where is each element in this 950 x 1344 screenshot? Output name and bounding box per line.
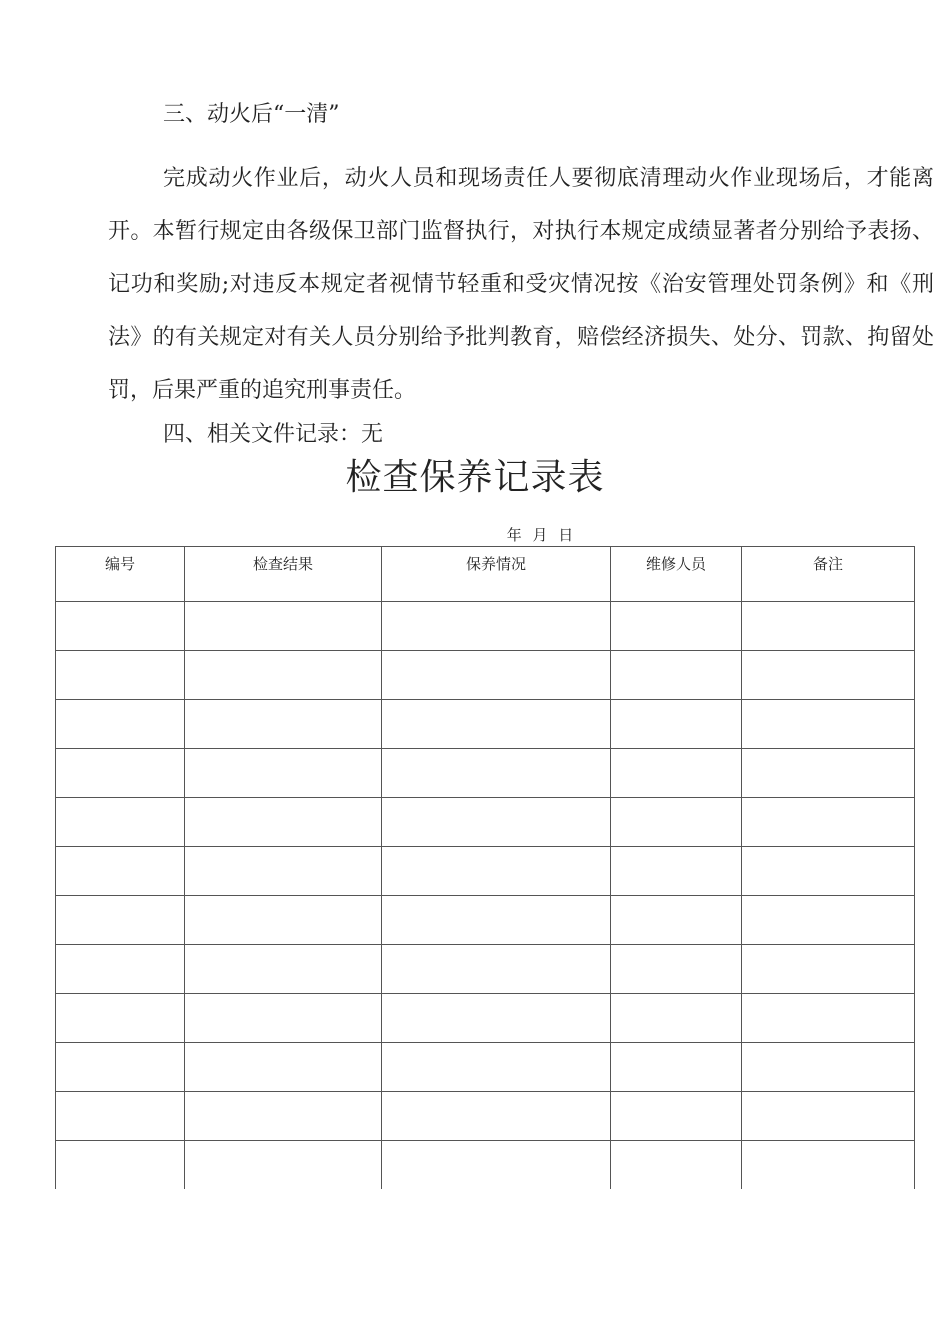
table-cell — [611, 700, 742, 749]
header-cell-remarks: 备注 — [742, 547, 915, 602]
table-cell — [382, 994, 611, 1043]
table-cell — [611, 994, 742, 1043]
header-cell-repair-personnel: 维修人员 — [611, 547, 742, 602]
table-cell — [611, 847, 742, 896]
table-cell — [56, 1092, 185, 1141]
date-line: 年 月 日 — [506, 526, 574, 544]
table-cell — [382, 896, 611, 945]
table-cell — [742, 651, 915, 700]
table-cell — [742, 700, 915, 749]
table-cell — [56, 749, 185, 798]
table-cell — [742, 1141, 915, 1190]
table-cell — [742, 847, 915, 896]
table-row — [56, 994, 915, 1043]
table-row — [56, 1141, 915, 1190]
table-row — [56, 945, 915, 994]
table-cell — [56, 896, 185, 945]
table-cell — [611, 651, 742, 700]
table-cell — [185, 798, 382, 847]
table-cell — [185, 1141, 382, 1190]
table-body — [56, 602, 915, 1190]
table-cell — [382, 749, 611, 798]
table-row — [56, 651, 915, 700]
table-row — [56, 700, 915, 749]
table-cell — [742, 945, 915, 994]
table-cell — [382, 945, 611, 994]
table-cell — [611, 798, 742, 847]
table-cell — [611, 1141, 742, 1190]
table-row — [56, 749, 915, 798]
table-cell — [56, 847, 185, 896]
table-cell — [611, 602, 742, 651]
table-cell — [742, 896, 915, 945]
table-cell — [742, 1092, 915, 1141]
table-row — [56, 1092, 915, 1141]
table-cell — [56, 602, 185, 651]
table-cell — [185, 1092, 382, 1141]
header-cell-inspection-result: 检查结果 — [185, 547, 382, 602]
table-cell — [185, 602, 382, 651]
section-heading-4: 四、相关文件记录：无 — [163, 422, 384, 447]
header-cell-maintenance-status: 保养情况 — [382, 547, 611, 602]
table-row — [56, 847, 915, 896]
table-cell — [611, 749, 742, 798]
table-cell — [742, 994, 915, 1043]
header-cell-id: 编号 — [56, 547, 185, 602]
table-row — [56, 896, 915, 945]
table-cell — [742, 749, 915, 798]
table-cell — [185, 994, 382, 1043]
table-cell — [382, 798, 611, 847]
table-cell — [382, 847, 611, 896]
table-header-row — [56, 547, 915, 602]
table-cell — [56, 798, 185, 847]
table-cell — [185, 945, 382, 994]
table-row — [56, 798, 915, 847]
table-cell — [742, 1043, 915, 1092]
table-cell — [185, 651, 382, 700]
record-table — [55, 546, 915, 1189]
table-cell — [185, 749, 382, 798]
table-cell — [382, 1092, 611, 1141]
table-cell — [611, 896, 742, 945]
table-cell — [742, 798, 915, 847]
form-title: 检查保养记录表 — [345, 457, 605, 498]
table-cell — [382, 1043, 611, 1092]
table-cell — [742, 602, 915, 651]
table-cell — [185, 700, 382, 749]
table-cell — [382, 651, 611, 700]
table-cell — [185, 1043, 382, 1092]
table-cell — [382, 602, 611, 651]
section-heading-3: 三、动火后“一清” — [163, 102, 340, 127]
section-body-3: 完成动火作业后，动火人员和现场责任人要彻底清理动火作业现场后，才能离开。本暂行规定由各级保卫部门监督执行，对执行本规定成绩显著者分别给予表扬、记功和奖励;对违反本规定者视情节轻重和受灾情况按《治安管理处罚条例》和《刑法》的有关规定对有关人员分别给予批判教育，赔偿经济损失、处分、罚款、拘留处罚，后果严重的追究刑事责任。 — [108, 166, 934, 403]
table-cell — [611, 1092, 742, 1141]
table-cell — [56, 994, 185, 1043]
table-cell — [611, 945, 742, 994]
table-cell — [56, 700, 185, 749]
table-cell — [56, 1043, 185, 1092]
table-cell — [185, 896, 382, 945]
table-cell — [611, 1043, 742, 1092]
table-cell — [185, 847, 382, 896]
table-cell — [56, 651, 185, 700]
table-cell — [56, 1141, 185, 1190]
table-row — [56, 1043, 915, 1092]
table-cell — [382, 1141, 611, 1190]
table-row — [56, 602, 915, 651]
table-cell — [382, 700, 611, 749]
table-cell — [56, 945, 185, 994]
